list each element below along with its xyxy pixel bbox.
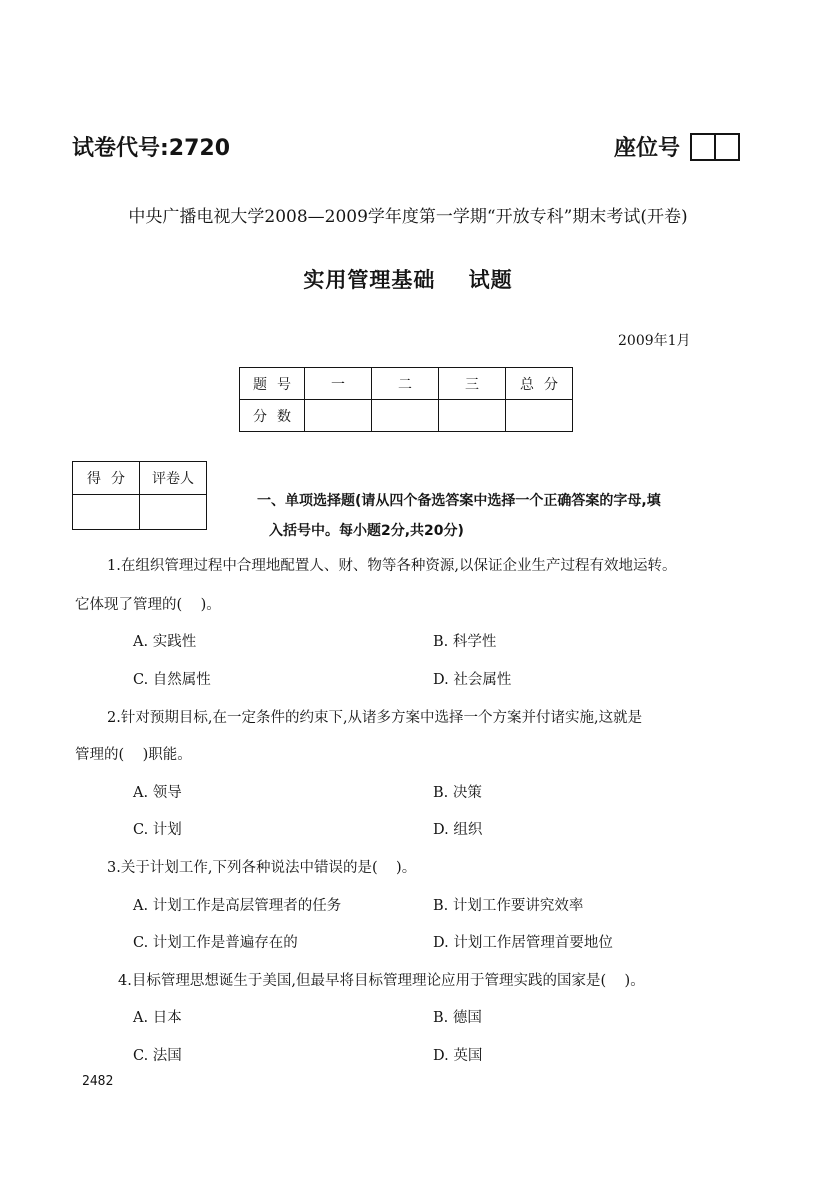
paper-title: 实用管理基础 试题: [303, 268, 513, 292]
seat-box: [716, 133, 740, 161]
grader-cell: [73, 495, 140, 530]
question-3-option-a: A. 计划工作是高层管理者的任务: [133, 898, 342, 914]
score-header-label: 得分: [87, 471, 135, 487]
score-table-header: 题号: [240, 368, 305, 400]
question-2-text-cont: 管理的( )职能。: [75, 747, 192, 763]
question-2-option-b: B. 决策: [433, 785, 482, 801]
score-table-column: 总分: [506, 368, 573, 400]
score-cell: [372, 400, 439, 432]
score-table: [239, 367, 573, 432]
score-table-header: 分数: [240, 400, 305, 432]
question-4-option-a: A. 日本: [133, 1010, 182, 1026]
page-number: 2482: [82, 1074, 114, 1089]
question-4-option-b: B. 德国: [433, 1010, 482, 1026]
question-3-option-b: B. 计划工作要讲究效率: [433, 898, 584, 914]
question-1-option-b: B. 科学性: [433, 634, 497, 650]
paper-code: 试卷代号:2720: [72, 136, 231, 161]
grader-table-header: 评卷人: [140, 462, 207, 495]
score-cell: [305, 400, 372, 432]
section-title-line: 入括号中。每小题2分,共20分): [269, 523, 464, 539]
score-cell: [506, 400, 573, 432]
question-2-option-c: C. 计划: [133, 822, 182, 838]
question-1-text: 1.在组织管理过程中合理地配置人、财、物等各种资源,以保证企业生产过程有效地运转。: [107, 558, 677, 574]
grader-table-header: [73, 462, 140, 495]
score-table-column: 一: [305, 368, 372, 400]
grader-table: [72, 461, 207, 530]
question-1-text-cont: 它体现了管理的( )。: [75, 597, 221, 613]
score-table-column: 三: [439, 368, 506, 400]
question-2-option-a: A. 领导: [133, 785, 182, 801]
question-4-option-d: D. 英国: [433, 1048, 483, 1064]
seat-box: [690, 133, 716, 161]
question-1-option-d: D. 社会属性: [433, 672, 512, 688]
question-1-option-c: C. 自然属性: [133, 672, 211, 688]
score-cell: [439, 400, 506, 432]
question-1-option-a: A. 实践性: [133, 634, 197, 650]
seat-number-label: 座位号: [614, 136, 681, 161]
exam-date: 2009年1月: [618, 333, 691, 349]
section-title: [257, 486, 757, 546]
exam-header: 中央广播电视大学2008—2009学年度第一学期“开放专科”期末考试(开卷): [128, 207, 688, 227]
question-3-option-d: D. 计划工作居管理首要地位: [433, 935, 613, 951]
score-table-column: 二: [372, 368, 439, 400]
section-title-line: 一、单项选择题(请从四个备选答案中选择一个正确答案的字母,填: [257, 493, 661, 509]
question-3-text: 3.关于计划工作,下列各种说法中错误的是( )。: [107, 860, 417, 876]
question-4-text: 4.目标管理思想诞生于美国,但最早将目标管理理论应用于管理实践的国家是( )。: [118, 973, 645, 989]
grader-cell: [140, 495, 207, 530]
question-4-option-c: C. 法国: [133, 1048, 182, 1064]
question-3-option-c: C. 计划工作是普遍存在的: [133, 935, 298, 951]
question-2-option-d: D. 组织: [433, 822, 483, 838]
seat-number-boxes: [690, 133, 740, 161]
question-2-text: 2.针对预期目标,在一定条件的约束下,从诸多方案中选择一个方案并付诸实施,这就是: [107, 710, 643, 726]
